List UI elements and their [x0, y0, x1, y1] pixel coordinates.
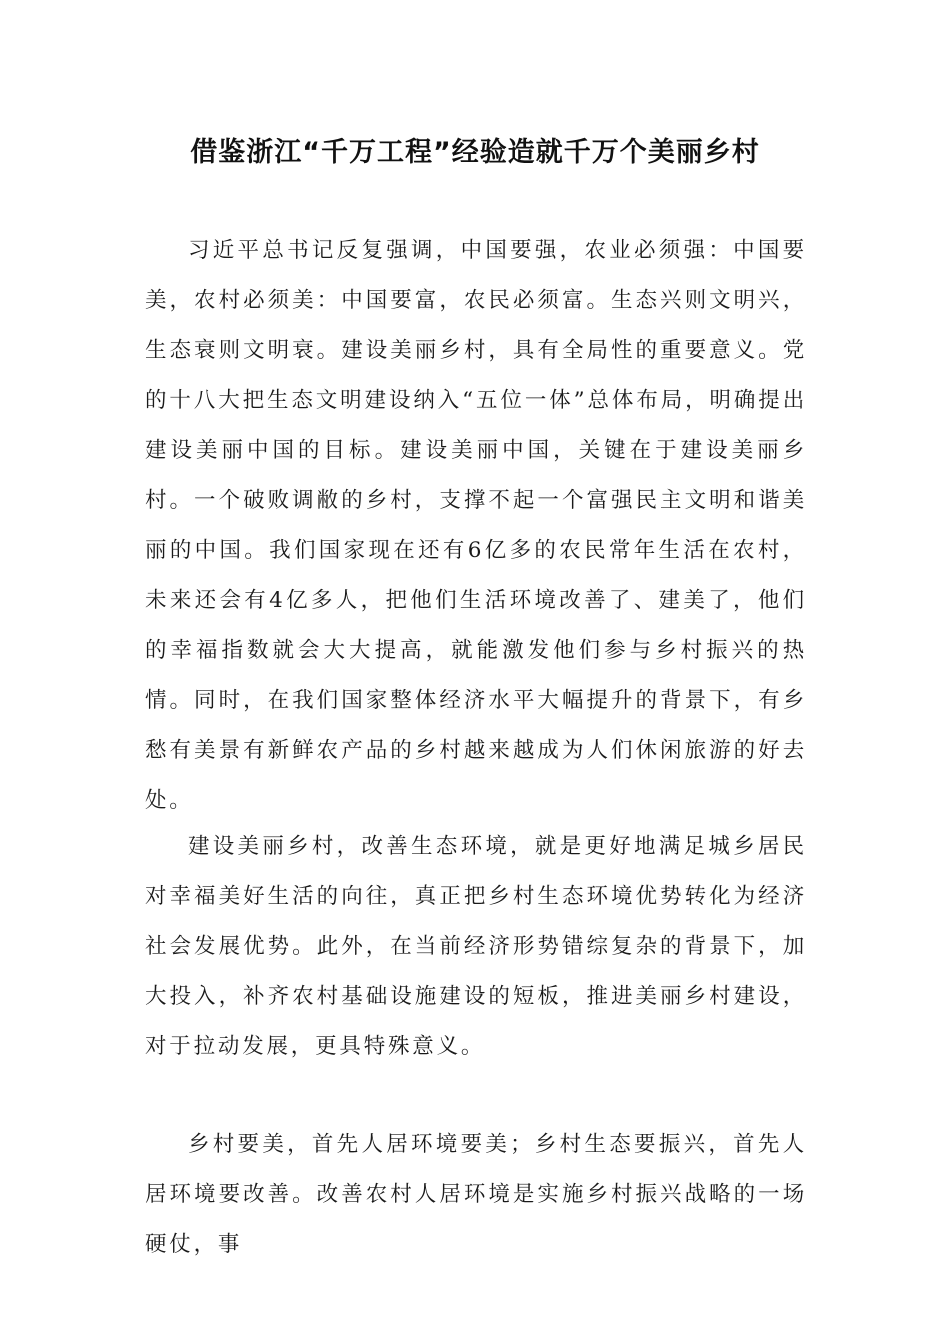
- document-title: 借鉴浙江“千万工程”经验造就千万个美丽乡村: [190, 137, 760, 168]
- body-paragraph: 建设美丽乡村，改善生态环境，就是更好地满足城乡居民对幸福美好生活的向往，真正把乡村生态环境优势转化为经济社会发展优势。此外，在当前经济形势错综复杂的背景下，加大投入，补齐农村基础设施建设的短板，推进美丽乡村建设，对于拉动发展，更具特殊意义。: [145, 834, 807, 1059]
- body-paragraph: 习近平总书记反复强调，中国要强，农业必须强：中国要美，农村必须美：中国要富，农民必须富。生态兴则文明兴，生态衰则文明衰。建设美丽乡村，具有全局性的重要意义。党的十八大把生态文明建设纳入“五位一体”总体布局，明确提出建设美丽中国的目标。建设美丽中国，关键在于建设美丽乡村。一个破败调敝的乡村，支撑不起一个富强民主文明和谐美丽的中国。我们国家现在还有6亿多的农民常年生活在农村，未来还会有4亿多人，把他们生活环境改善了、建美了，他们的幸福指数就会大大提高，就能激发他们参与乡村振兴的热情。同时，在我们国家整体经济水平大幅提升的背景下，有乡愁有美景有新鲜农产品的乡村越来越成为人们休闲旅游的好去处。: [145, 238, 807, 813]
- body-paragraph: 乡村要美，首先人居环境要美；乡村生态要振兴，首先人居环境要改善。改善农村人居环境是实施乡村振兴战略的一场硬仗，事: [145, 1132, 807, 1257]
